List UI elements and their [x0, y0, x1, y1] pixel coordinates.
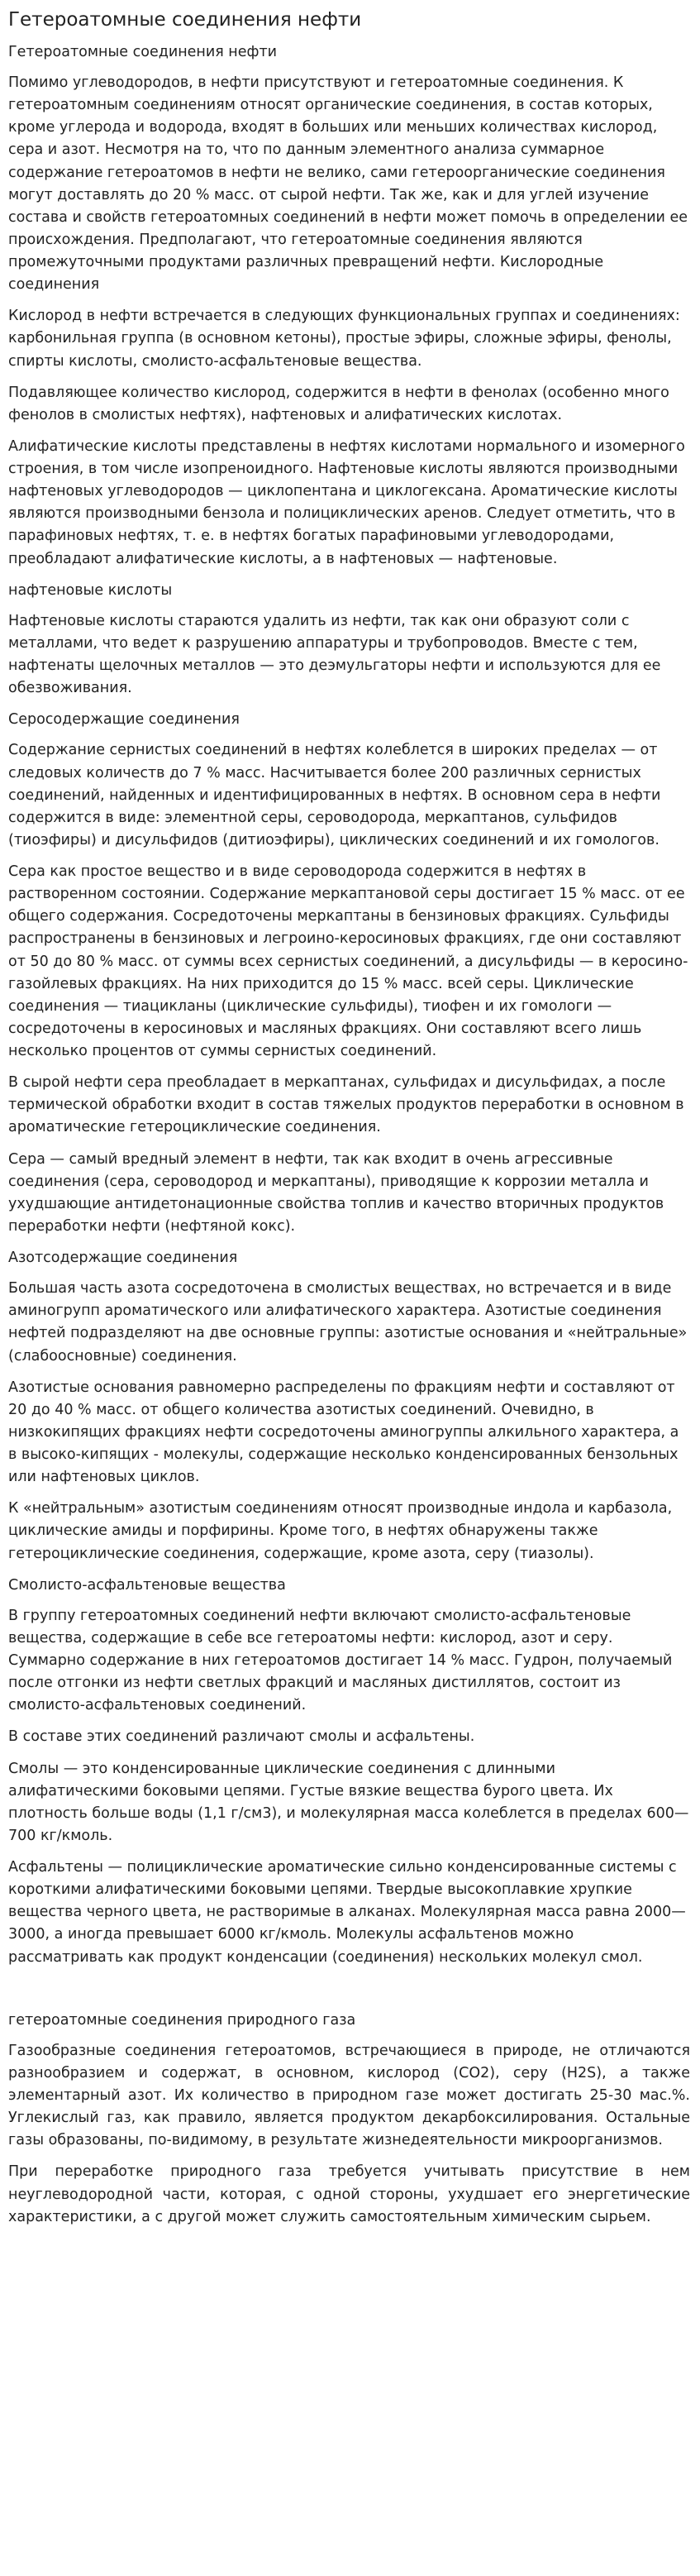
paragraph: Газообразные соединения гетероатомов, встречающиеся в природе, не отличаются разнообразием и содержат, в основном, кислород (CO2), серу (H2S), а также элементарный азот. Их количество в природном газе может достигать 25-30 мас.%. Углекислый газ, как правило, является продуктом декарбоксилирования. Остальные газы образованы, по-видимому, в результате жизнедеятельности микроорганизмов.	[8, 2042, 690, 2149]
section-heteroatomic-compounds	[8, 41, 690, 571]
section-spacer	[8, 1978, 690, 2010]
paragraph: Большая часть азота сосредоточена в смолистых веществах, но встречается и в виде аминогрупп ароматического или алифатического характера. Азотистые соединения нефтей подразделяют на две основные группы: азотистые основания и «нейтральные» (слабоосновные) соединения.	[8, 1280, 688, 1364]
paragraph: Асфальтены — полициклические ароматические сильно конденсированные системы с короткими алифатическими боковыми цепями. Твердые высокоплавкие хрупкие вещества черного цвета, не растворимые в алканах. Молекулярная масса равна 2000—3000, а иногда превышает 6000 кг/кмоль. Молекулы асфальтенов можно рассматривать как продукт конденсации (соединения) нескольких молекул смол.	[8, 1859, 686, 1966]
paragraph: Азотистые основания равномерно распределены по фракциям нефти и составляют от 20 до 40 % масс. от общего количества азотистых соединений. Очевидно, в низкокипящих фракциях нефти сосредоточены аминогруппы алкильного характера, а в высоко-кипящих - молекулы, содержащие несколько конденсированных бензольных или нафтеновых циклов.	[8, 1379, 679, 1486]
paragraph: Алифатические кислоты представлены в нефтях кислотами нормального и изомерного строения, в том числе изопреноидного. Нафтеновые кислоты являются производными нафтеновых углеводородов — циклопентана и циклогексана. Ароматические кислоты являются производными бензола и полициклических аренов. Следует отметить, что в парафиновых нефтях, т. е. в нефтях богатых парафиновыми углеводородами, преобладают алифатические кислоты, а в нафтеновых — нафтеновые.	[8, 437, 685, 567]
section-heading: Смолисто-асфальтеновые вещества	[8, 1576, 286, 1594]
section-heading: Гетероатомные соединения нефти	[8, 43, 278, 60]
section-heading: Азотсодержащие соединения	[8, 1250, 238, 1267]
section-naphthenic-acids	[8, 580, 690, 700]
paragraph: Помимо углеводородов, в нефти присутствуют и гетероатомные соединения. К гетероатомным соединениям относят органические соединения, в состав которых, кроме углерода и водорода, входят в больших или меньших количествах кислород, сера и азот. Несмотря на то, что по данным элементного анализа суммарное содержание гетероатомов в нефти не велико, сами гетероорганические соединения могут доставлять до 20 % масс. от сырой нефти. Так же, как и для углей изучение состава и свойств гетероатомных соединений в нефти может помочь в определении ее происхождения. Предполагают, что гетероатомные соединения являются промежуточными продуктами различных превращений нефти. Кислородные соединения	[8, 74, 688, 294]
page-title: Гетероатомные соединения нефти	[8, 9, 362, 31]
paragraph: Смолы — это конденсированные циклические соединения с длинными алифатическими боковыми цепями. Густые вязкие вещества бурого цвета. Их плотность больше воды (1,1 г/см3), и молекулярная масса колеблется в пределах 600—700 кг/кмоль.	[8, 1760, 689, 1844]
paragraph: Сера как простое вещество и в виде сероводорода содержится в нефтях в растворенном состоянии. Содержание меркаптановой серы достигает 15 % масс. от ее общего содержания. Сосредоточены меркаптаны в бензиновых фракциях. Сульфиды распространены в бензиновых и легроино-керосиновых фракциях, где они составляют от 50 до 80 % масс. от суммы всех сернистых соединений, а дисульфиды — в керосино-газойлевых фракциях. На них приходится до 15 % масс. всей серы. Циклические соединения — тиацикланы (циклические сульфиды), тиофен и их гомологи — сосредоточены в керосиновых и масляных фракциях. Они составляют всего лишь несколько процентов от суммы сернистых соединений.	[8, 863, 688, 1060]
section-nitrogen-compounds	[8, 1247, 690, 1565]
section-natural-gas	[8, 2010, 690, 2229]
section-resin-asphaltene	[8, 1575, 690, 1969]
section-sulfur-compounds	[8, 709, 690, 1238]
paragraph: В группу гетероатомных соединений нефти включают смолисто-асфальтеновые вещества, содержащие в себе все гетероатомы нефти: кислород, азот и серу. Суммарно содержание в них гетероатомов достигает 14 % масс. Гудрон, получаемый после отгонки из нефти светлых фракций и масляных дистиллятов, состоит из смолисто-асфальтеновых соединений.	[8, 1607, 673, 1714]
paragraph: В составе этих соединений различают смолы и асфальтены.	[8, 1728, 475, 1746]
section-heading: гетероатомные соединения природного газа	[8, 2011, 356, 2029]
paragraph: Сера — самый вредный элемент в нефти, так как входит в очень агрессивные соединения (сера, сероводород и меркаптаны), приводящие к коррозии металла и ухудшающие антидетонационные свойства топлив и качество вторичных продуктов переработки нефти (нефтяной кокс).	[8, 1150, 664, 1235]
paragraph: Содержание сернистых соединений в нефтях колеблется в широких пределах — от следовых количеств до 7 % масс. Насчитывается более 200 различных сернистых соединений, найденных и идентифицированных в нефтях. В основном сера в нефти содержится в виде: элементной серы, сероводорода, меркаптанов, сульфидов (тиоэфиры) и дисульфидов (дитиоэфиры), циклических соединений и их гомологов.	[8, 742, 661, 848]
section-heading: нафтеновые кислоты	[8, 581, 173, 599]
paragraph: Нафтеновые кислоты стараются удалить из нефти, так как они образуют соли с металлами, что ведет к разрушению аппаратуры и трубопроводов. Вместе с тем, нафтенаты щелочных металлов — это деэмульгаторы нефти и используются для ее обезвоживания.	[8, 612, 661, 697]
paragraph: Подавляющее количество кислород, содержится в нефти в фенолах (особенно много фенолов в смолистых нефтях), нафтеновых и алифатических кислотах.	[8, 384, 669, 423]
paragraph: К «нейтральным» азотистым соединениям относят производные индола и карбазола, циклические амиды и порфирины. Кроме того, в нефтях обнаружены также гетероциклические соединения, содержащие, кроме азота, серу (тиазолы).	[8, 1500, 673, 1562]
section-heading: Серосодержащие соединения	[8, 711, 240, 729]
paragraph: При переработке природного газа требуется учитывать присутствие в нем неуглеводородной части, которая, с одной стороны, ухудшает его энергетические характеристики, а с другой может служить самостоятельным химическим сырьем.	[8, 2163, 690, 2225]
paragraph: В сырой нефти сера преобладает в меркаптанах, сульфидах и дисульфидах, а после термической обработки входит в состав тяжелых продуктов переработки в основном в ароматические гетероциклические соединения.	[8, 1074, 684, 1136]
paragraph: Кислород в нефти встречается в следующих функциональных группах и соединениях: карбонильная группа (в основном кетоны), простые эфиры, сложные эфиры, фенолы, спирты кислоты, смолисто-асфальтеновые вещества.	[8, 308, 680, 370]
